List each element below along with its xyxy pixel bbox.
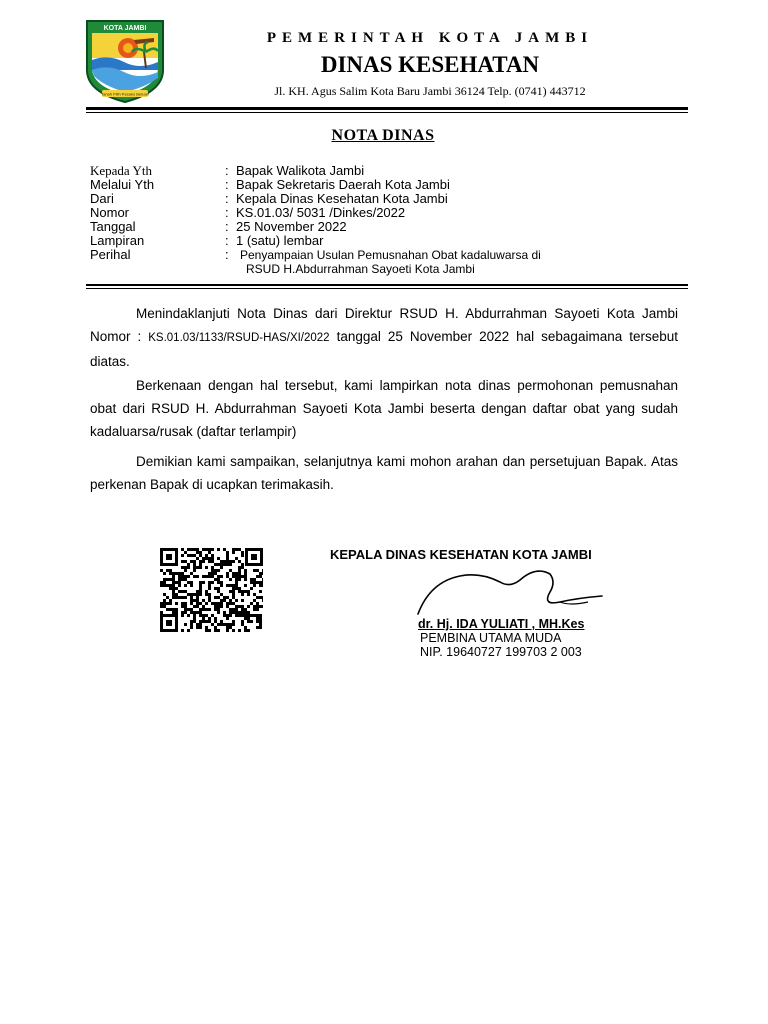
memo-meta <box>90 164 690 276</box>
body-paragraph-2: Berkenaan dengan hal tersebut, kami lampirkan nota dinas permohonan pemusnahan obat dari RSUD H. Abdurrahman Sayoeti Kota Jambi beserta dengan daftar obat yang sudah kadaluarsa/rusak (daftar terlampir) <box>90 378 678 439</box>
perihal-line-2: RSUD H.Abdurrahman Sayoeti Kota Jambi <box>246 262 475 276</box>
meta-label: Dari <box>90 191 114 206</box>
meta-separator: : <box>225 163 229 178</box>
meta-rule-thick <box>86 284 688 286</box>
meta-value: 1 (satu) lembar <box>236 233 324 248</box>
meta-row-melalui <box>90 178 690 192</box>
meta-separator: : <box>225 233 229 248</box>
meta-value <box>236 248 690 276</box>
meta-row-dari <box>90 192 690 206</box>
meta-row-kepada <box>90 164 690 178</box>
meta-label: Nomor <box>90 205 130 220</box>
signatory-title: KEPALA DINAS KESEHATAN KOTA JAMBI <box>330 547 592 562</box>
meta-separator: : <box>225 247 229 262</box>
meta-label: Melalui Yth <box>90 177 155 192</box>
meta-value: KS.01.03/ 5031 /Dinkes/2022 <box>236 205 406 220</box>
meta-value: Kepala Dinas Kesehatan Kota Jambi <box>236 191 448 206</box>
meta-label: Lampiran <box>90 233 145 248</box>
meta-label: Kepada Yth <box>90 163 152 178</box>
p1-text-b: tanggal 25 November 2022 hal sebagaimana tersebut diatas. <box>90 329 678 369</box>
p1-text-a: Menindaklanjuti Nota Dinas dari Direktur RSUD H. Abdurrahman Sayoeti Kota Jambi Nomor : <box>90 306 678 344</box>
perihal-line-1: Penyampaian Usulan Pemusnahan Obat kadaluwarsa di <box>240 248 541 262</box>
handwritten-signature <box>410 562 610 622</box>
meta-separator: : <box>225 191 229 206</box>
city-logo <box>84 18 166 104</box>
qr-code <box>160 548 263 632</box>
meta-value: Bapak Walikota Jambi <box>236 163 365 178</box>
meta-label: Perihal <box>90 247 131 262</box>
body-paragraph-3: Demikian kami sampaikan, selanjutnya kami mohon arahan dan persetujuan Bapak. Atas perkenan Bapak di ucapkan terimakasih. <box>90 454 678 492</box>
meta-rule-thin <box>86 288 688 289</box>
government-name: PEMERINTAH KOTA JAMBI <box>266 30 594 46</box>
signatory-rank: PEMBINA UTAMA MUDA <box>420 631 562 645</box>
meta-row-nomor <box>90 206 690 220</box>
svg-text:KOTA JAMBI: KOTA JAMBI <box>103 25 147 32</box>
department-name: DINAS KESEHATAN <box>320 52 540 77</box>
letterhead-rule-thick <box>86 107 688 110</box>
meta-row-perihal <box>90 248 690 276</box>
meta-row-tanggal <box>90 220 690 234</box>
meta-value: 25 November 2022 <box>236 219 347 234</box>
meta-value: Bapak Sekretaris Daerah Kota Jambi <box>236 177 450 192</box>
meta-row-lampiran <box>90 234 690 248</box>
svg-text:Tanah Pilih Pesako Betuah: Tanah Pilih Pesako Betuah <box>101 91 149 97</box>
body-paragraph-1 <box>90 302 678 373</box>
department-address: Jl. KH. Agus Salim Kota Baru Jambi 36124 Telp. (0741) 443712 <box>274 84 586 98</box>
meta-label: Tanggal <box>90 219 136 234</box>
meta-separator: : <box>225 205 229 220</box>
p1-reference-number: KS.01.03/1133/RSUD-HAS/XI/2022 <box>148 332 330 344</box>
meta-separator: : <box>225 219 229 234</box>
memo-title: NOTA DINAS <box>331 127 435 144</box>
letterhead-rule-thin <box>86 112 688 113</box>
signatory-nip: NIP. 19640727 199703 2 003 <box>420 645 582 659</box>
meta-separator: : <box>225 177 229 192</box>
signatory-name: dr. Hj. IDA YULIATI , MH.Kes <box>418 617 585 631</box>
